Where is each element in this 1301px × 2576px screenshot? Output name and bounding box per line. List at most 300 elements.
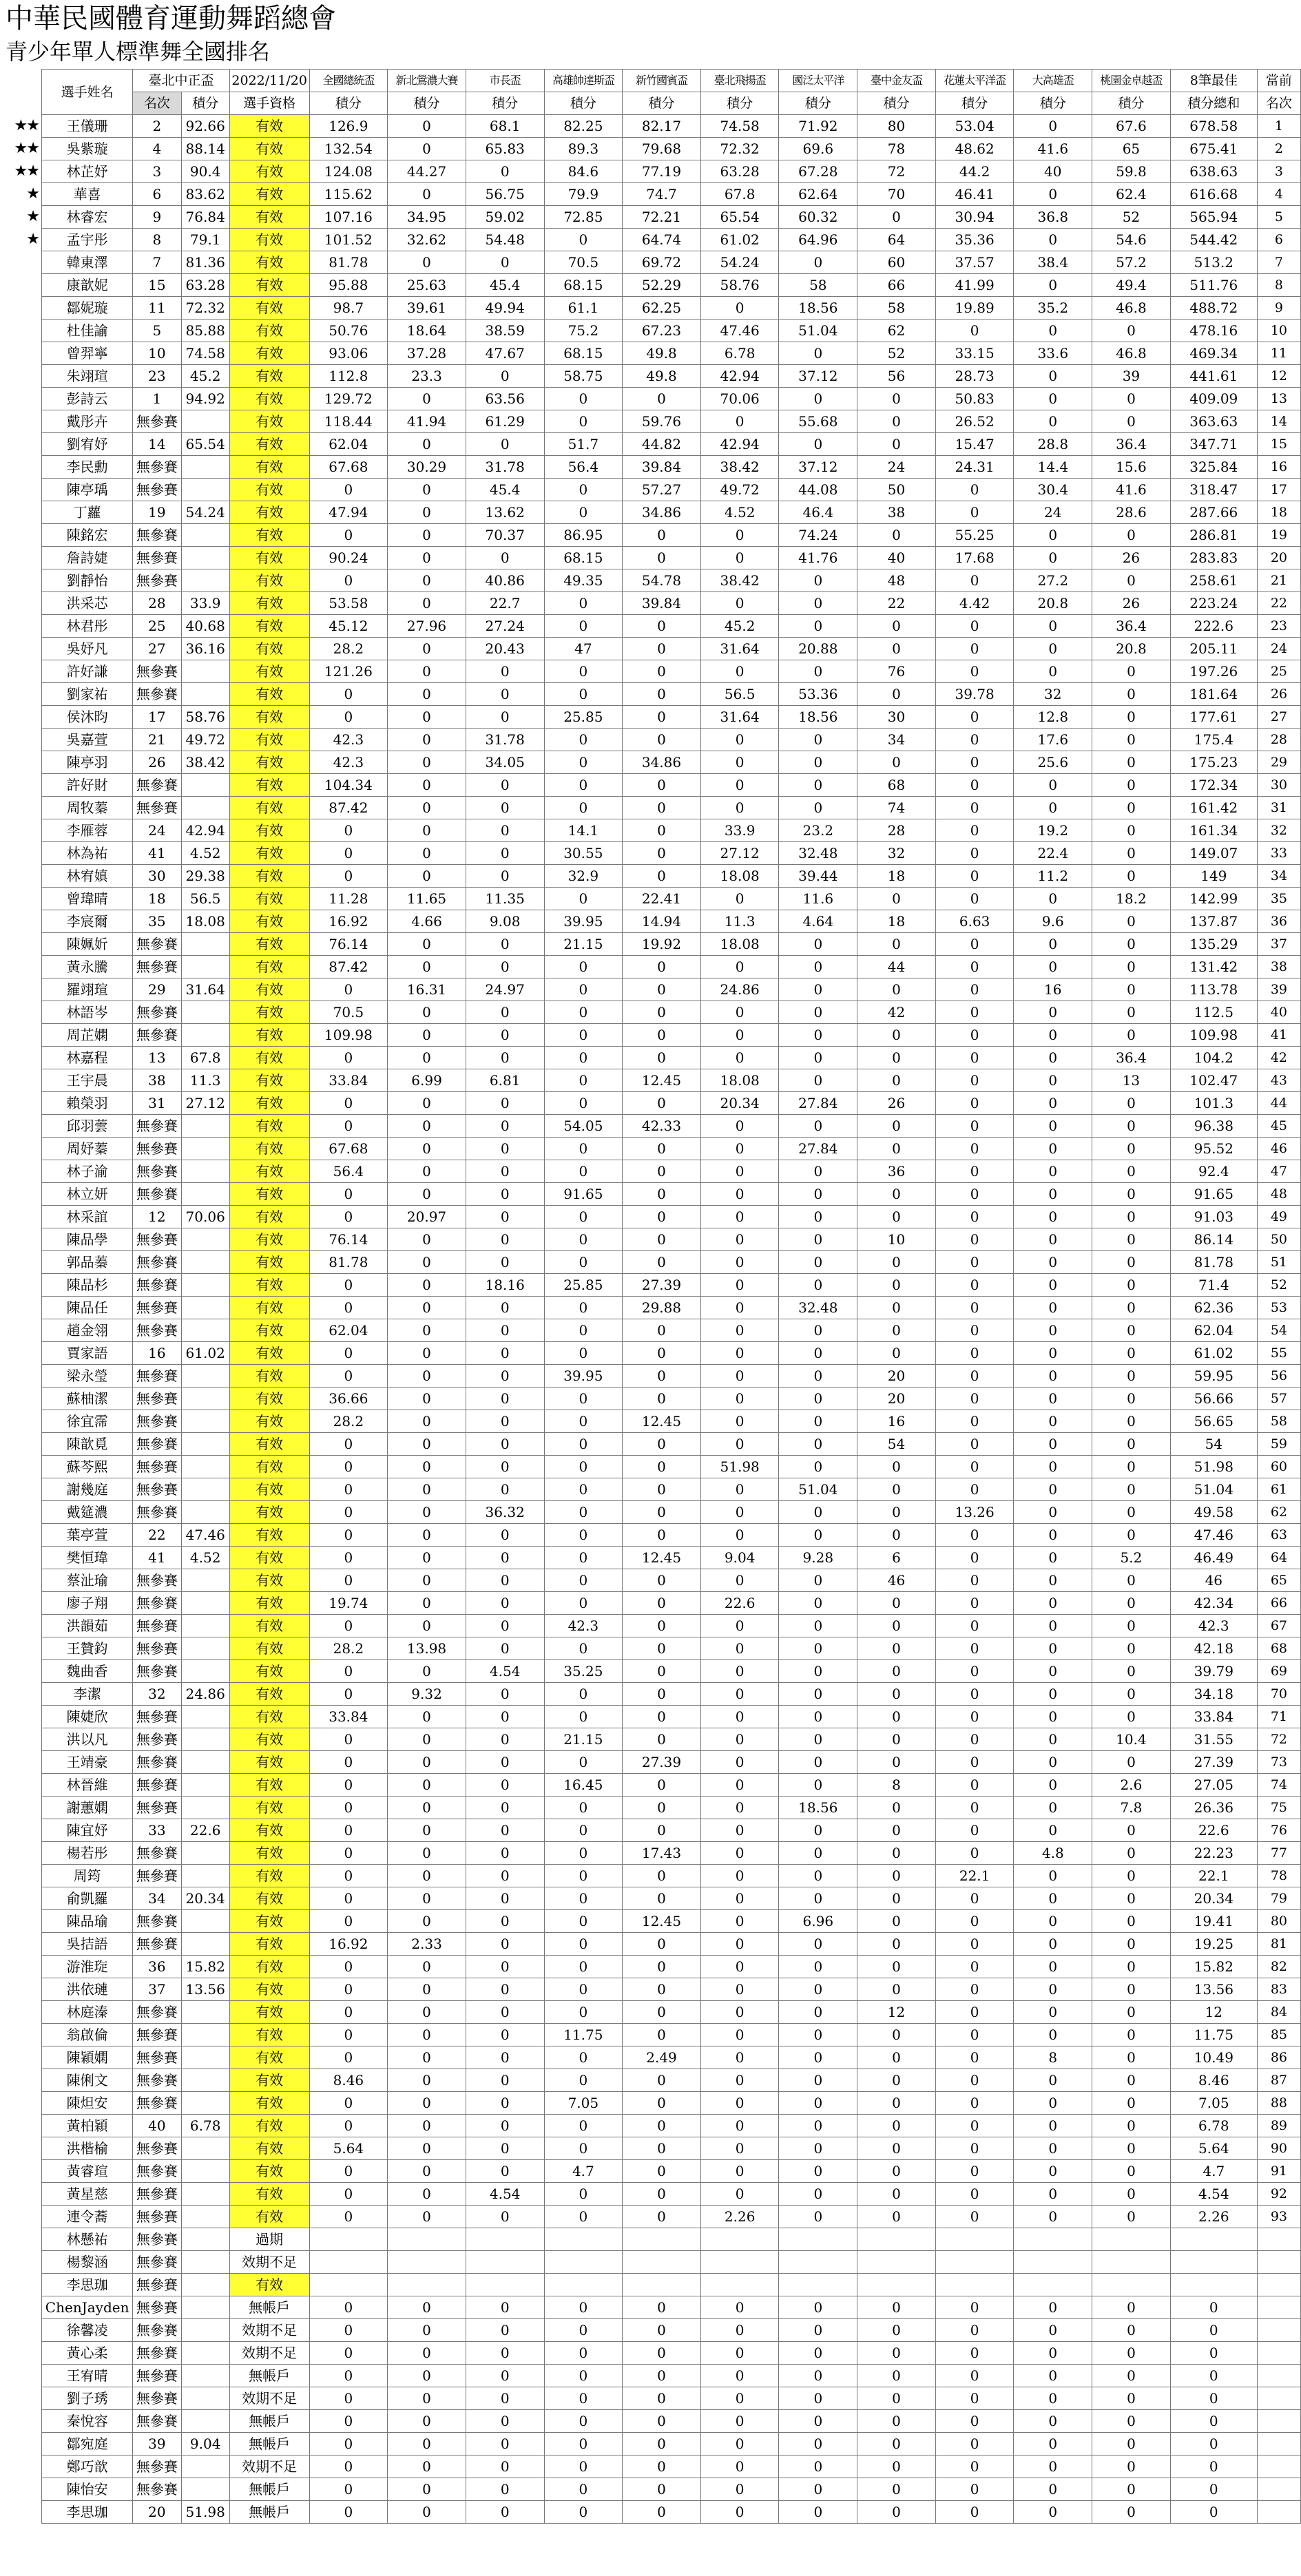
table-row: [42, 365, 1301, 388]
current-rank: 16: [1257, 456, 1300, 479]
best8-total: 0: [1170, 2501, 1257, 2524]
table-row: [42, 1706, 1301, 1728]
comp-4-points: 75.2: [544, 320, 623, 342]
table-row: [42, 2183, 1301, 2206]
comp-6-points: 24.86: [700, 978, 779, 1001]
comp-1-points: 33.84: [309, 1706, 388, 1728]
comp-9-points: 0: [935, 1706, 1014, 1728]
comp-4-points: 58.75: [544, 365, 623, 388]
comp-7-points: 0: [779, 2206, 857, 2228]
qualification-status: 有效: [229, 1365, 309, 1388]
comp-6-points: 0: [700, 1819, 779, 1842]
comp-6-points: 0: [700, 2433, 779, 2455]
taipei-points: [181, 2137, 229, 2160]
comp-2-points: 0: [388, 706, 466, 729]
comp-7-points: 27.84: [779, 1092, 857, 1115]
best8-total: 12: [1170, 2001, 1257, 2024]
qualification-status: 有效: [229, 1547, 309, 1569]
comp-7-points: 0: [779, 1615, 857, 1637]
comp-1-points: 0: [309, 1728, 388, 1751]
comp-5-points: 12.45: [623, 1910, 701, 1933]
comp-4-points: 14.1: [544, 819, 623, 842]
comp-10-points: 0: [1014, 1047, 1092, 1069]
best8-total: 47.46: [1170, 1524, 1257, 1547]
comp-8-points: 0: [857, 1706, 936, 1728]
table-row: [42, 1865, 1301, 1887]
comp-9-points: 0: [935, 2206, 1014, 2228]
comp-7-points: 0: [779, 2024, 857, 2046]
best8-total: 71.4: [1170, 1274, 1257, 1297]
taipei-points: 15.82: [181, 1956, 229, 1978]
comp-5-points: 0: [623, 683, 701, 706]
comp-11-points: 0: [1092, 2387, 1171, 2410]
best8-total: 34.18: [1170, 1683, 1257, 1706]
comp-10-points: 27.2: [1014, 569, 1092, 592]
comp-11-points: [1092, 2251, 1171, 2274]
comp-9-points: 53.04: [935, 115, 1014, 138]
best8-total: 161.42: [1170, 797, 1257, 819]
taipei-points: [181, 1388, 229, 1410]
current-rank: 24: [1257, 638, 1300, 660]
taipei-points: [181, 2228, 229, 2251]
table-row: [42, 1933, 1301, 1956]
best8-total: 61.02: [1170, 1342, 1257, 1365]
taipei-points: [181, 1251, 229, 1274]
comp-5-points: 27.39: [623, 1751, 701, 1774]
comp-1-points: 0: [309, 569, 388, 592]
comp-2-points: 0: [388, 956, 466, 978]
taipei-points: 61.02: [181, 1342, 229, 1365]
comp-10-points: 0: [1014, 1774, 1092, 1797]
comp-3-points: 0: [466, 683, 544, 706]
current-rank: 74: [1257, 1774, 1300, 1797]
qualification-status: 效期不足: [229, 2319, 309, 2342]
taipei-points: [181, 1569, 229, 1592]
comp-9-points: 0: [935, 638, 1014, 660]
comp-2-points: 20.97: [388, 1206, 466, 1228]
qualification-status: 有效: [229, 1865, 309, 1887]
comp-3-points: 56.75: [466, 183, 544, 206]
comp-3-points: 0: [466, 1115, 544, 1138]
comp-1-points: 0: [309, 2410, 388, 2433]
comp-1-points: 0: [309, 1683, 388, 1706]
comp-2-points: 0: [388, 1842, 466, 1865]
comp-4-points: 0: [544, 229, 623, 251]
best8-total: 0: [1170, 2319, 1257, 2342]
table-row: [42, 1001, 1301, 1024]
best8-total: 33.84: [1170, 1706, 1257, 1728]
comp-2-points: 0: [388, 683, 466, 706]
comp-9-points: 0: [935, 1478, 1014, 1501]
current-rank: 23: [1257, 615, 1300, 638]
taipei-rank: 無參賽: [133, 1456, 181, 1478]
comp-5-points: [623, 2228, 701, 2251]
comp-10-points: 0: [1014, 1887, 1092, 1910]
comp-7-points: 0: [779, 2092, 857, 2115]
comp-1-points: 0: [309, 1842, 388, 1865]
comp-9-points: 0: [935, 842, 1014, 865]
table-row: [42, 2046, 1301, 2069]
comp-1-points: 0: [309, 1183, 388, 1206]
taipei-points: 33.9: [181, 592, 229, 615]
best8-total: 7.05: [1170, 2092, 1257, 2115]
current-rank: 61: [1257, 1478, 1300, 1501]
player-name: 王宇晨: [42, 1069, 133, 1092]
comp-8-points: 0: [857, 615, 936, 638]
comp-8-points: 74: [857, 797, 936, 819]
comp-2-points: 0: [388, 2137, 466, 2160]
header-points-comp-5: 積分: [623, 92, 701, 115]
comp-5-points: 0: [623, 2342, 701, 2365]
comp-5-points: 0: [623, 1887, 701, 1910]
comp-9-points: 28.73: [935, 365, 1014, 388]
comp-3-points: 0: [466, 1024, 544, 1047]
taipei-rank: 14: [133, 433, 181, 456]
comp-3-points: 4.54: [466, 1660, 544, 1683]
comp-7-points: 0: [779, 2160, 857, 2183]
comp-1-points: 0: [309, 1819, 388, 1842]
table-row: [42, 2160, 1301, 2183]
comp-10-points: 9.6: [1014, 910, 1092, 933]
comp-4-points: 0: [544, 1797, 623, 1819]
comp-2-points: 0: [388, 1160, 466, 1183]
comp-7-points: 0: [779, 1865, 857, 1887]
header-comp-8: 臺中金友盃: [857, 70, 936, 92]
comp-8-points: 0: [857, 638, 936, 660]
comp-9-points: 0: [935, 2115, 1014, 2137]
comp-5-points: 77.19: [623, 160, 701, 183]
comp-1-points: 0: [309, 683, 388, 706]
comp-11-points: 0: [1092, 797, 1171, 819]
current-rank: 47: [1257, 1160, 1300, 1183]
comp-11-points: 0: [1092, 2342, 1171, 2365]
best8-total: 56.65: [1170, 1410, 1257, 1433]
player-name: 鄒宛庭: [42, 2433, 133, 2455]
comp-2-points: 0: [388, 2206, 466, 2228]
table-row: [42, 797, 1301, 819]
comp-11-points: 0: [1092, 320, 1171, 342]
comp-10-points: 0: [1014, 1251, 1092, 1274]
player-name: 謝幾庭: [42, 1478, 133, 1501]
comp-3-points: 22.7: [466, 592, 544, 615]
best8-total: 0: [1170, 2478, 1257, 2501]
comp-6-points: [700, 2228, 779, 2251]
best8-total: 39.79: [1170, 1660, 1257, 1683]
comp-3-points: 11.35: [466, 888, 544, 910]
comp-5-points: 0: [623, 1592, 701, 1615]
table-row: [42, 1910, 1301, 1933]
table-row: [42, 547, 1301, 569]
comp-11-points: 0: [1092, 978, 1171, 1001]
comp-10-points: 25.6: [1014, 751, 1092, 774]
best8-total: 0: [1170, 2296, 1257, 2319]
comp-9-points: 0: [935, 2092, 1014, 2115]
taipei-points: [181, 1274, 229, 1297]
comp-5-points: 0: [623, 2365, 701, 2387]
comp-2-points: 0: [388, 2046, 466, 2069]
best8-total: [1170, 2274, 1257, 2296]
qualification-status: 有效: [229, 1933, 309, 1956]
comp-8-points: 0: [857, 2206, 936, 2228]
comp-6-points: 61.02: [700, 229, 779, 251]
comp-10-points: 0: [1014, 1138, 1092, 1160]
comp-6-points: 0: [700, 1115, 779, 1138]
table-row: [42, 1160, 1301, 1183]
comp-6-points: 0: [700, 2296, 779, 2319]
comp-8-points: 60: [857, 251, 936, 274]
player-name: 鄭巧歆: [42, 2455, 133, 2478]
comp-5-points: 17.43: [623, 1842, 701, 1865]
table-row: [42, 1774, 1301, 1797]
comp-5-points: 0: [623, 706, 701, 729]
comp-11-points: 0: [1092, 2410, 1171, 2433]
qualification-status: 有效: [229, 1092, 309, 1115]
taipei-points: [181, 1728, 229, 1751]
table-row: [42, 320, 1301, 342]
comp-4-points: 72.85: [544, 206, 623, 229]
taipei-rank: 20: [133, 2501, 181, 2524]
comp-2-points: 0: [388, 251, 466, 274]
header-points-comp-9: 積分: [935, 92, 1014, 115]
comp-2-points: 0: [388, 388, 466, 410]
taipei-rank: 無參賽: [133, 2342, 181, 2365]
header-rank: 名次: [133, 92, 181, 115]
table-row: [42, 1410, 1301, 1433]
comp-6-points: 0: [700, 2342, 779, 2365]
table-row: [42, 1956, 1301, 1978]
qualification-status: 有效: [229, 1501, 309, 1524]
header-row-2: [42, 92, 1301, 115]
comp-6-points: 0: [700, 1319, 779, 1342]
qualification-status: 有效: [229, 1660, 309, 1683]
comp-6-points: 2.26: [700, 2206, 779, 2228]
current-rank: 29: [1257, 751, 1300, 774]
current-rank: 60: [1257, 1456, 1300, 1478]
comp-7-points: 51.04: [779, 1478, 857, 1501]
comp-5-points: 0: [623, 1319, 701, 1342]
comp-6-points: 18.08: [700, 933, 779, 956]
comp-3-points: 0: [466, 1160, 544, 1183]
current-rank: 53: [1257, 1297, 1300, 1319]
taipei-points: 92.66: [181, 115, 229, 138]
comp-11-points: 0: [1092, 1501, 1171, 1524]
comp-4-points: 0: [544, 683, 623, 706]
comp-6-points: 51.98: [700, 1456, 779, 1478]
comp-11-points: 0: [1092, 1660, 1171, 1683]
comp-10-points: 0: [1014, 2501, 1092, 2524]
comp-9-points: 0: [935, 1388, 1014, 1410]
comp-11-points: 0: [1092, 956, 1171, 978]
comp-4-points: 0: [544, 729, 623, 751]
best8-total: 137.87: [1170, 910, 1257, 933]
comp-1-points: 42.3: [309, 729, 388, 751]
comp-8-points: 80: [857, 115, 936, 138]
comp-4-points: 0: [544, 1433, 623, 1456]
comp-1-points: 0: [309, 1569, 388, 1592]
comp-4-points: 0: [544, 2183, 623, 2206]
comp-8-points: 0: [857, 2160, 936, 2183]
comp-8-points: 0: [857, 2183, 936, 2206]
comp-5-points: 34.86: [623, 751, 701, 774]
best8-total: 54: [1170, 1433, 1257, 1456]
comp-2-points: 0: [388, 865, 466, 888]
header-points-comp-2: 積分: [388, 92, 466, 115]
comp-8-points: 0: [857, 751, 936, 774]
comp-1-points: 0: [309, 2433, 388, 2455]
current-rank: 84: [1257, 2001, 1300, 2024]
comp-2-points: 0: [388, 1138, 466, 1160]
header-row-1: [42, 70, 1301, 92]
taipei-points: 20.34: [181, 1887, 229, 1910]
header-comp-9: 花蓮太平洋盃: [935, 70, 1014, 92]
comp-6-points: 0: [700, 729, 779, 751]
comp-4-points: [544, 2228, 623, 2251]
current-rank: 21: [1257, 569, 1300, 592]
header-comp-5: 新竹國賓盃: [623, 70, 701, 92]
current-rank: 17: [1257, 479, 1300, 501]
comp-3-points: 0: [466, 2455, 544, 2478]
header-taipei-group: 臺北中正盃: [133, 70, 230, 92]
comp-8-points: 0: [857, 388, 936, 410]
taipei-rank: 無參賽: [133, 1569, 181, 1592]
table-row: [42, 1547, 1301, 1569]
taipei-rank: 12: [133, 1206, 181, 1228]
taipei-rank: 無參賽: [133, 683, 181, 706]
star-marks: [0, 115, 41, 251]
current-rank: [1257, 2501, 1300, 2524]
comp-7-points: 0: [779, 797, 857, 819]
comp-10-points: 14.4: [1014, 456, 1092, 479]
table-row: [42, 1728, 1301, 1751]
comp-11-points: 10.4: [1092, 1728, 1171, 1751]
comp-3-points: 0: [466, 956, 544, 978]
comp-11-points: 0: [1092, 1819, 1171, 1842]
player-name: 劉宥妤: [42, 433, 133, 456]
comp-9-points: 0: [935, 1183, 1014, 1206]
taipei-rank: 27: [133, 638, 181, 660]
best8-total: 22.1: [1170, 1865, 1257, 1887]
comp-2-points: 0: [388, 729, 466, 751]
comp-9-points: 0: [935, 1933, 1014, 1956]
table-row: [42, 1797, 1301, 1819]
comp-9-points: 0: [935, 1456, 1014, 1478]
best8-total: 177.61: [1170, 706, 1257, 729]
table-row: [42, 501, 1301, 524]
comp-1-points: 101.52: [309, 229, 388, 251]
best8-total: 181.64: [1170, 683, 1257, 706]
comp-2-points: 0: [388, 592, 466, 615]
comp-8-points: 34: [857, 729, 936, 751]
comp-1-points: 53.58: [309, 592, 388, 615]
best8-total: 131.42: [1170, 956, 1257, 978]
taipei-rank: 無參賽: [133, 1001, 181, 1024]
comp-8-points: 0: [857, 1592, 936, 1615]
comp-8-points: 68: [857, 774, 936, 797]
comp-8-points: [857, 2274, 936, 2296]
comp-5-points: 0: [623, 2455, 701, 2478]
comp-3-points: 0: [466, 1910, 544, 1933]
comp-7-points: 0: [779, 1456, 857, 1478]
table-row: [42, 1342, 1301, 1365]
comp-8-points: 8: [857, 1774, 936, 1797]
best8-total: 51.04: [1170, 1478, 1257, 1501]
comp-2-points: 0: [388, 1001, 466, 1024]
qualification-status: 有效: [229, 569, 309, 592]
comp-6-points: 0: [700, 1047, 779, 1069]
qualification-status: 有效: [229, 865, 309, 888]
comp-10-points: 0: [1014, 1410, 1092, 1433]
best8-total: 42.18: [1170, 1637, 1257, 1660]
comp-10-points: 20.8: [1014, 592, 1092, 615]
comp-6-points: 0: [700, 2455, 779, 2478]
comp-7-points: 0: [779, 774, 857, 797]
comp-9-points: 13.26: [935, 1501, 1014, 1524]
comp-7-points: 0: [779, 433, 857, 456]
comp-2-points: 0: [388, 1183, 466, 1206]
comp-6-points: 22.6: [700, 1592, 779, 1615]
current-rank: 41: [1257, 1024, 1300, 1047]
comp-11-points: 0: [1092, 2024, 1171, 2046]
comp-9-points: 0: [935, 865, 1014, 888]
comp-6-points: 0: [700, 1706, 779, 1728]
taipei-points: [181, 2274, 229, 2296]
taipei-points: [181, 547, 229, 569]
comp-4-points: 70.5: [544, 251, 623, 274]
player-name: 林懸祐: [42, 2228, 133, 2251]
qualification-status: 有效: [229, 1842, 309, 1865]
comp-9-points: 0: [935, 888, 1014, 910]
comp-9-points: 0: [935, 978, 1014, 1001]
comp-7-points: 0: [779, 1433, 857, 1456]
taipei-points: [181, 2319, 229, 2342]
taipei-points: [181, 2046, 229, 2069]
comp-7-points: 18.56: [779, 1797, 857, 1819]
comp-6-points: 0: [700, 1615, 779, 1637]
comp-6-points: 0: [700, 2183, 779, 2206]
taipei-rank: 無參賽: [133, 2069, 181, 2092]
comp-3-points: 0: [466, 865, 544, 888]
comp-8-points: 0: [857, 978, 936, 1001]
table-row: [42, 2115, 1301, 2137]
current-rank: 15: [1257, 433, 1300, 456]
header-points-comp-11: 積分: [1092, 92, 1171, 115]
player-name: 陳品杉: [42, 1274, 133, 1297]
comp-1-points: 109.98: [309, 1024, 388, 1047]
comp-2-points: 27.96: [388, 615, 466, 638]
current-rank: 54: [1257, 1319, 1300, 1342]
qualification-status: 有效: [229, 2160, 309, 2183]
comp-1-points: 28.2: [309, 638, 388, 660]
comp-8-points: 0: [857, 1183, 936, 1206]
qualification-status: 有效: [229, 1251, 309, 1274]
comp-6-points: 0: [700, 1297, 779, 1319]
comp-11-points: 0: [1092, 842, 1171, 865]
comp-6-points: 0: [700, 297, 779, 320]
qualification-status: 有效: [229, 1388, 309, 1410]
player-name: 孟宇彤: [42, 229, 133, 251]
comp-4-points: 0: [544, 2387, 623, 2410]
best8-total: 488.72: [1170, 297, 1257, 320]
comp-5-points: 0: [623, 1933, 701, 1956]
current-rank: 52: [1257, 1274, 1300, 1297]
taipei-points: 29.38: [181, 865, 229, 888]
comp-2-points: 13.98: [388, 1637, 466, 1660]
taipei-rank: 無參賽: [133, 2251, 181, 2274]
qualification-status: 無帳戶: [229, 2296, 309, 2319]
comp-11-points: 0: [1092, 2046, 1171, 2069]
comp-8-points: 46: [857, 1569, 936, 1592]
player-name: 賈家語: [42, 1342, 133, 1365]
